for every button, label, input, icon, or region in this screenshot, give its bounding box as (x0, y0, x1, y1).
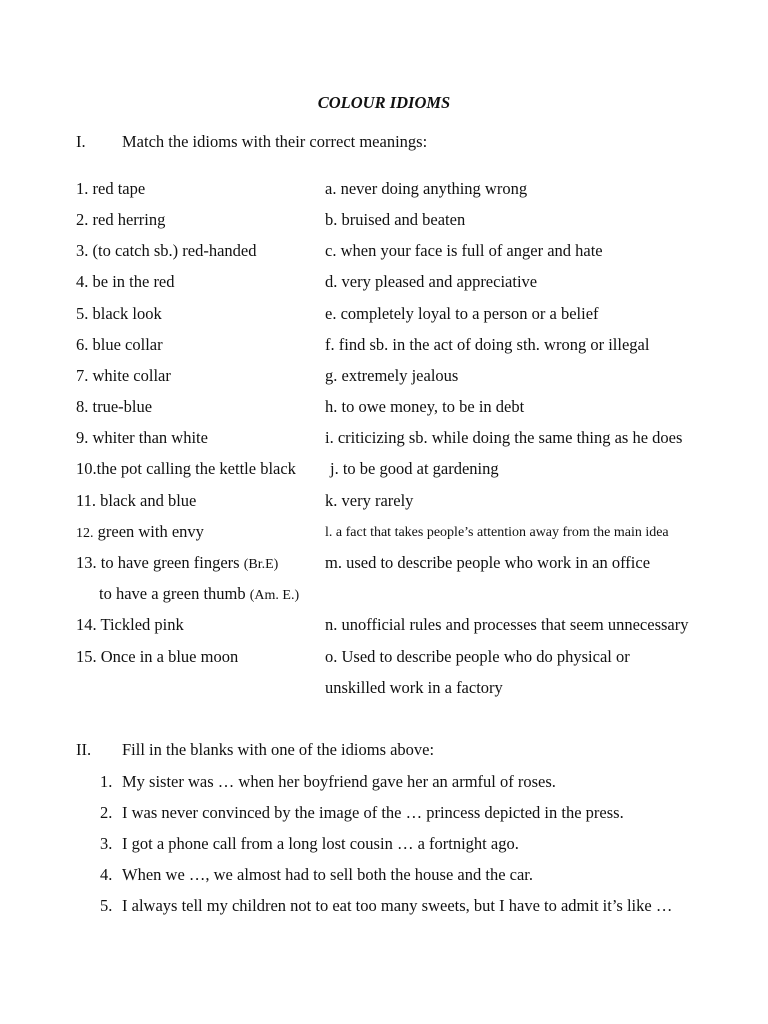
idiom-12-number: 12. (76, 526, 94, 541)
question-2-text: I was never convinced by the image of the … princess depicted in the press. (122, 803, 624, 822)
idiom-3: 3. (to catch sb.) red-handed (76, 241, 257, 260)
meaning-k: k. very rarely (325, 491, 414, 510)
meaning-g: g. extremely jealous (325, 366, 459, 385)
idiom-14: 14. Tickled pink (76, 615, 184, 634)
idiom-13-alt-text: to have a green thumb (99, 584, 250, 603)
idiom-1: 1. red tape (76, 179, 146, 198)
meaning-l: l. a fact that takes people’s attention away from the main idea (325, 525, 669, 540)
meaning-c: c. when your face is full of anger and hate (325, 241, 603, 260)
meaning-e: e. completely loyal to a person or a belief (325, 304, 599, 323)
idiom-12-text: green with envy (93, 522, 204, 541)
meaning-f: f. find sb. in the act of doing sth. wrong or illegal (325, 335, 650, 354)
page-title: COLOUR IDIOMS (317, 93, 451, 112)
question-5-text: I always tell my children not to eat too many sweets, but I have to admit it’s like … (122, 896, 673, 915)
idiom-6: 6. blue collar (76, 335, 163, 354)
section-2-number: II. (76, 740, 92, 759)
section-1-instruction: Match the idioms with their correct meanings: (122, 132, 428, 151)
question-1-number: 1. (100, 772, 113, 791)
section-2-instruction: Fill in the blanks with one of the idioms above: (122, 740, 435, 759)
meaning-m: m. used to describe people who work in an office (325, 553, 651, 572)
meaning-o: o. Used to describe people who do physical or (325, 647, 630, 666)
meaning-o-continued: unskilled work in a factory (325, 678, 503, 697)
idiom-4: 4. be in the red (76, 272, 175, 291)
meaning-a: a. never doing anything wrong (325, 179, 528, 198)
meaning-b: b. bruised and beaten (325, 210, 466, 229)
meaning-i: i. criticizing sb. while doing the same thing as he does (325, 428, 683, 447)
question-5-number: 5. (100, 896, 113, 915)
meaning-n: n. unofficial rules and processes that seem unnecessary (325, 615, 689, 634)
question-2-number: 2. (100, 803, 113, 822)
meaning-h: h. to owe money, to be in debt (325, 397, 525, 416)
idiom-13-alt (99, 584, 299, 606)
idiom-11: 11. black and blue (76, 491, 197, 510)
idiom-13-text: 13. to have green fingers (76, 553, 244, 572)
idiom-15: 15. Once in a blue moon (76, 647, 239, 666)
idiom-5: 5. black look (76, 304, 162, 323)
idiom-8: 8. true-blue (76, 397, 153, 416)
idiom-10: 10.the pot calling the kettle black (76, 459, 296, 478)
idiom-7: 7. white collar (76, 366, 171, 385)
question-4-text: When we …, we almost had to sell both the house and the car. (122, 865, 534, 884)
meaning-j: j. to be good at gardening (330, 459, 499, 478)
question-3-text: I got a phone call from a long lost cousin … a fortnight ago. (122, 834, 519, 853)
idiom-13 (76, 553, 278, 575)
question-3-number: 3. (100, 834, 113, 853)
question-1-text: My sister was … when her boyfriend gave her an armful of roses. (122, 772, 556, 791)
idiom-13-alt-note: (Am. E.) (249, 588, 300, 603)
idiom-12 (76, 522, 204, 544)
meaning-d: d. very pleased and appreciative (325, 272, 538, 291)
idiom-13-note: (Br.E) (243, 557, 279, 572)
idiom-2: 2. red herring (76, 210, 166, 229)
question-4-number: 4. (100, 865, 113, 884)
section-1-number: I. (76, 132, 86, 151)
idiom-9: 9. whiter than white (76, 428, 208, 447)
